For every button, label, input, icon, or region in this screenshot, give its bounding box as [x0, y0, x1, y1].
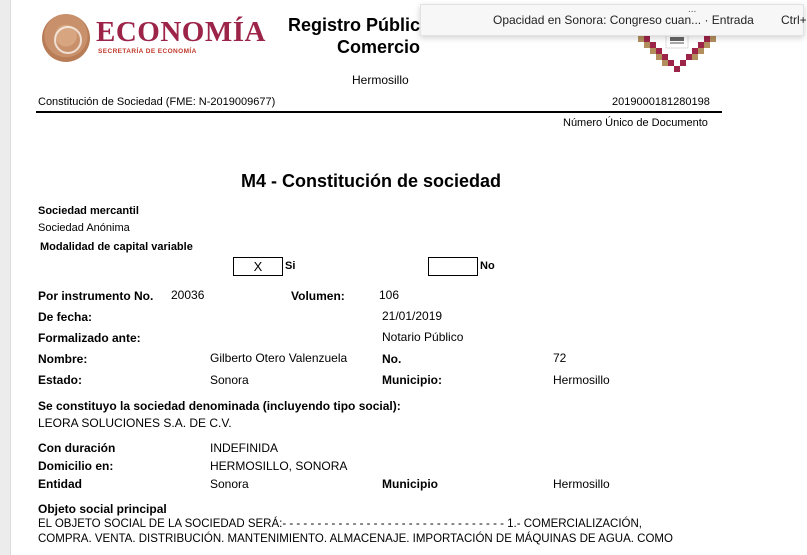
entidad-value: Sonora [210, 477, 249, 491]
si-label: Si [285, 260, 296, 272]
registry-title-line2: Comercio [336, 37, 420, 57]
document-number-caption: Número Único de Documento [563, 117, 708, 129]
notario-no-label: No. [382, 352, 402, 366]
formalizado-label: Formalizado ante: [38, 331, 141, 345]
formalizado-value: Notario Público [382, 330, 464, 344]
objeto-line1: EL OBJETO SOCIAL DE LA SOCIEDAD SERÁ:- - - - - - - - - - - - - - - - - - - - - - - - - - - - - - - - 1.- COMERCIALIZACIÓN, [38, 518, 642, 530]
no-label: No [480, 260, 495, 272]
nombre-label: Nombre: [38, 352, 88, 366]
denominada-label: Se constituyo la sociedad denominada (incluyendo tipo social): [38, 399, 401, 413]
fecha-value: 21/01/2019 [382, 309, 443, 323]
volumen-value: 106 [379, 288, 400, 302]
nombre-value: Gilberto Otero Valenzuela [210, 351, 348, 365]
domicilio-label: Domicilio en: [38, 459, 114, 473]
logo-brand-text: ECONOMÍA [96, 16, 266, 48]
header-city: Hermosillo [352, 73, 409, 87]
si-checkbox[interactable]: X [233, 257, 283, 276]
viewer-left-edge [0, 0, 11, 555]
notario-no-value: 72 [553, 351, 567, 365]
instrumento-value: 20036 [171, 288, 205, 302]
popup-shortcut: Ctrl+ [781, 13, 807, 27]
registry-title-line1: Registro Públic [287, 15, 420, 35]
document-number: 2019000181280198 [612, 96, 710, 108]
municipio-label: Municipio: [382, 373, 442, 387]
economia-logo [42, 14, 266, 62]
sonora-logo-icon [636, 30, 722, 82]
municipio-value: Hermosillo [553, 373, 610, 387]
municipio2-label: Municipio [382, 477, 438, 491]
header-divider [36, 111, 722, 113]
objeto-label: Objeto social principal [38, 502, 167, 516]
document-reference: Constitución de Sociedad (FME: N-2019009677) [38, 96, 276, 108]
no-checkbox[interactable] [428, 257, 478, 276]
form-title: M4 - Constitución de sociedad [241, 171, 502, 191]
registry-title [230, 14, 420, 58]
estado-label: Estado: [38, 373, 83, 387]
estado-value: Sonora [210, 373, 249, 387]
fecha-label: De fecha: [38, 310, 93, 324]
popup-more-dots[interactable]: ... [688, 4, 697, 15]
sociedad-mercantil-label: Sociedad mercantil [38, 205, 139, 217]
denominada-value: LEORA SOLUCIONES S.A. DE C.V. [38, 416, 232, 430]
logo-sub-text: SECRETARÍA DE ECONOMÍA [98, 48, 197, 55]
duracion-value: INDEFINIDA [210, 441, 279, 455]
domicilio-value: HERMOSILLO, SONORA [210, 459, 348, 473]
duracion-label: Con duración [38, 441, 116, 455]
objeto-line2: COMPRA. VENTA. DISTRIBUCIÓN. MANTENIMIENTO. ALMACENAJE. IMPORTACIÓN DE MÁQUINAS DE AGUA. COMO [38, 533, 673, 545]
entidad-label: Entidad [38, 477, 82, 491]
modalidad-label: Modalidad de capital variable [40, 241, 193, 253]
sociedad-mercantil-value: Sociedad Anónima [38, 222, 130, 234]
national-seal-icon [42, 14, 90, 62]
instrumento-label: Por instrumento No. [38, 289, 154, 303]
volumen-label: Volumen: [291, 289, 345, 303]
popup-text[interactable]: Opacidad en Sonora: Congreso cuan... · Entrada [493, 13, 754, 27]
municipio2-value: Hermosillo [553, 477, 610, 491]
notification-popup[interactable] [420, 4, 807, 36]
